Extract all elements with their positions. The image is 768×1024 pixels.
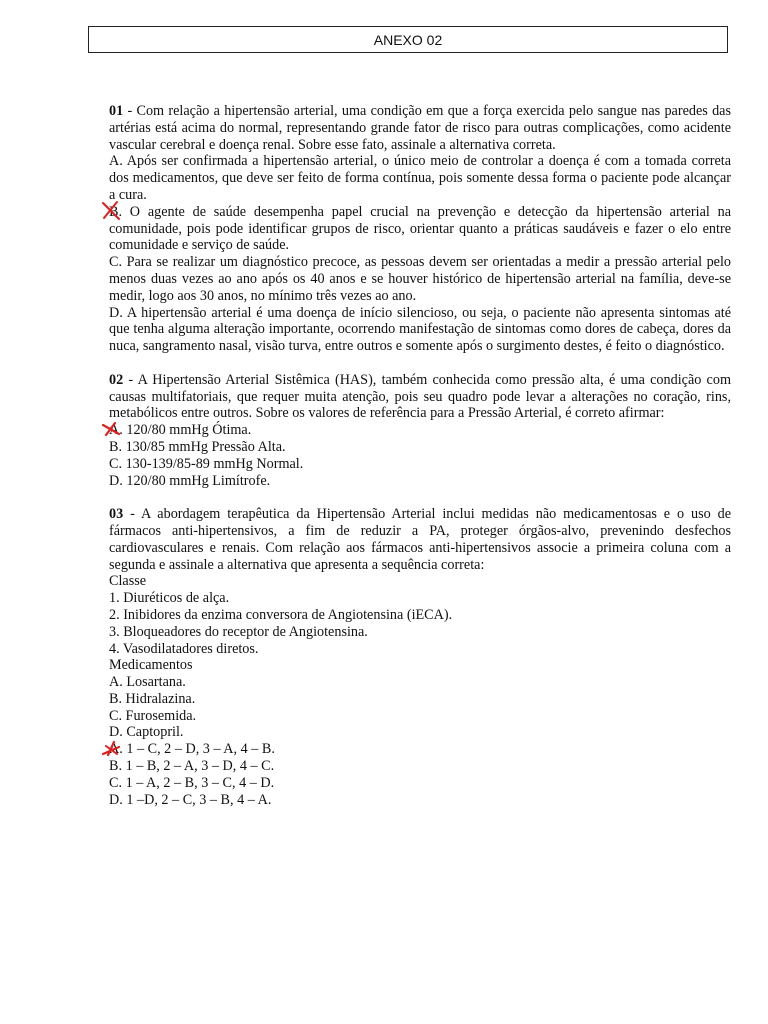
option-d[interactable] bbox=[109, 792, 731, 809]
option-a[interactable] bbox=[109, 741, 731, 758]
option-letter: B. bbox=[109, 758, 123, 775]
option-letter: A. bbox=[109, 153, 123, 170]
question-01 bbox=[109, 103, 731, 355]
option-letter: A. bbox=[109, 422, 123, 439]
option-b[interactable] bbox=[109, 204, 731, 254]
option-a[interactable] bbox=[109, 422, 731, 439]
option-letter: C. bbox=[109, 774, 123, 791]
option-d[interactable] bbox=[109, 305, 731, 355]
option-letter: C. bbox=[109, 254, 123, 271]
option-c[interactable] bbox=[109, 775, 731, 792]
option-letter: B. bbox=[109, 203, 123, 220]
option-text: Para se realizar um diagnóstico precoce, as pessoas devem ser orientadas a medir a pressão arterial pelo menos duas vezes ao ano após os 40 anos e se houver histórico de hipertensão arterial na família, deve-se medir, logo aos 30 anos, no mínimo três vezes ao ano. bbox=[109, 254, 731, 304]
separator: - bbox=[123, 103, 137, 119]
separator: - bbox=[123, 506, 141, 523]
option-c[interactable] bbox=[109, 456, 731, 473]
option-b[interactable] bbox=[109, 758, 731, 775]
option-letter: C. bbox=[109, 455, 123, 472]
option-letter: D. bbox=[109, 791, 123, 808]
option-text: 130/85 mmHg Pressão Alta. bbox=[122, 438, 286, 455]
option-text: 130-139/85-89 mmHg Normal. bbox=[122, 455, 304, 472]
question-stem bbox=[109, 506, 731, 573]
option-text: 1 – C, 2 – D, 3 – A, 4 – B. bbox=[122, 741, 275, 758]
medication-item: C. Furosemida. bbox=[109, 707, 197, 724]
option-text: O agente de saúde desempenha papel crucial na prevenção e detecção da hipertensão arterial na comunidade, pois pode identificar grupos de risco, orientar quanto a práticas saudáveis e fazer o elo entre comunidade e serviço de saúde. bbox=[109, 203, 731, 254]
question-stem bbox=[109, 103, 731, 153]
column2-title: Medicamentos bbox=[109, 657, 193, 674]
option-a[interactable] bbox=[109, 153, 731, 203]
option-text: 1 – B, 2 – A, 3 – D, 4 – C. bbox=[122, 758, 275, 775]
option-d[interactable] bbox=[109, 473, 731, 490]
annex-header bbox=[88, 26, 728, 53]
option-text: 120/80 mmHg Ótima. bbox=[122, 422, 252, 439]
question-number: 02 bbox=[109, 371, 124, 388]
class-item: 4. Vasodilatadores diretos. bbox=[109, 640, 259, 657]
question-02 bbox=[109, 372, 731, 490]
option-b[interactable] bbox=[109, 439, 731, 456]
option-text: 120/80 mmHg Limítrofe. bbox=[122, 472, 271, 489]
stem-text: Com relação a hipertensão arterial, uma condição em que a força exercida pelo sangue nas paredes das artérias está acima do normal, representando grande fator de risco para outras complicações, como acidente vascular cerebral e doença renal. Sobre esse fato, assinale a alternativa correta. bbox=[109, 103, 731, 153]
question-number: 03 bbox=[109, 506, 124, 523]
option-text: 1 – A, 2 – B, 3 – C, 4 – D. bbox=[122, 774, 275, 791]
stem-text: A abordagem terapêutica da Hipertensão Arterial inclui medidas não medicamentosas e o uso de fármacos anti-hipertensivos, a fim de reduzir a PA, proteger órgãos-alvo, prevenindo desfechos cardiovasculares e renais. Com relação aos fármacos anti-hipertensivos associe a primeira coluna com a segunda e assinale a alternativa que apresenta a sequência correta: bbox=[109, 506, 731, 573]
option-text: A hipertensão arterial é uma doença de início silencioso, ou seja, o paciente não apresenta sintomas até que tenha alguma alteração importante, ocorrendo manifestação de sintomas como dores de cabeça, dores da nuca, sangramento nasal, visão turva, entre outros e somente após o surgimento destes, é feito o diagnóstico. bbox=[109, 304, 731, 355]
medication-item: B. Hidralazina. bbox=[109, 690, 196, 707]
question-03 bbox=[109, 506, 731, 808]
option-letter: B. bbox=[109, 438, 123, 455]
class-item: 2. Inibidores da enzima conversora de Angiotensina (iECA). bbox=[109, 606, 453, 623]
class-item: 1. Diuréticos de alça. bbox=[109, 590, 230, 607]
option-c[interactable] bbox=[109, 254, 731, 304]
annex-title: ANEXO 02 bbox=[373, 31, 443, 48]
document-body bbox=[109, 103, 731, 825]
option-letter: A. bbox=[109, 741, 123, 758]
option-text: Após ser confirmada a hipertensão arterial, o único meio de controlar a doença é com a tomada correta dos medicamentos, que deve ser feito de forma contínua, pois somente dessa forma o paciente pode alcançar a cura. bbox=[109, 153, 731, 203]
medication-item: A. Losartana. bbox=[109, 674, 186, 691]
question-stem bbox=[109, 372, 731, 422]
option-letter: D. bbox=[109, 472, 123, 489]
question-number: 01 bbox=[109, 103, 124, 119]
stem-text: A Hipertensão Arterial Sistêmica (HAS), também conhecida como pressão alta, é uma condição com causas multifatoriais, que requer muita atenção, pois seu quadro pode levar a alterações no coração, rins, metabólicos entre outros. Sobre os valores de referência para a Pressão Arterial, é correto afirmar: bbox=[109, 371, 731, 422]
medication-item: D. Captopril. bbox=[109, 724, 184, 741]
class-item: 3. Bloqueadores do receptor de Angiotensina. bbox=[109, 623, 368, 640]
option-text: 1 –D, 2 – C, 3 – B, 4 – A. bbox=[122, 791, 272, 808]
separator: - bbox=[123, 371, 138, 388]
option-letter: D. bbox=[109, 304, 123, 321]
column1-title: Classe bbox=[109, 573, 147, 590]
